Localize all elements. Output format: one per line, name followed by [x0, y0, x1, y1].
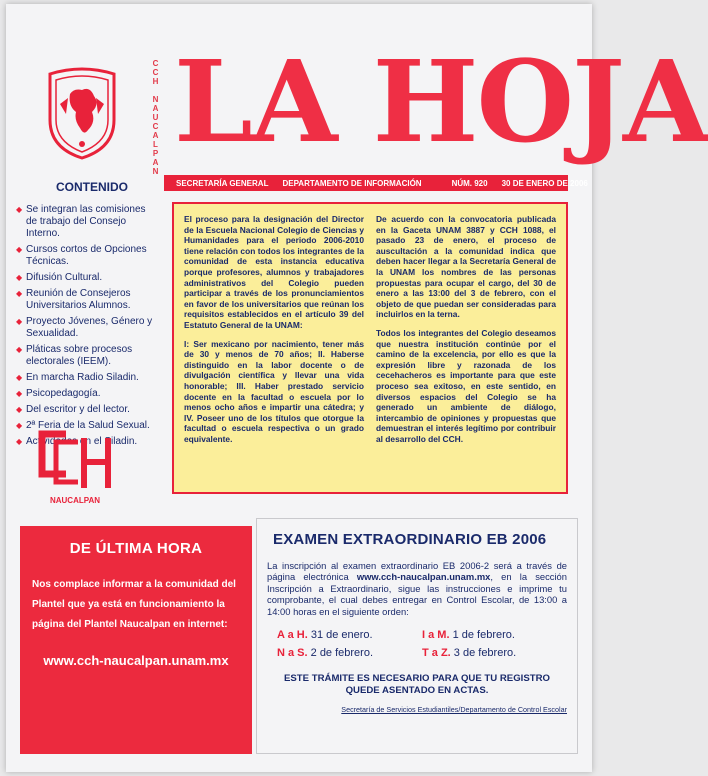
schedule-entry: [277, 647, 422, 659]
contents-item: ◆ Proyecto Jóvenes, Género y Sexualidad.: [16, 316, 154, 340]
contents-item: ◆ Pláticas sobre procesos electorales (IEEM).: [16, 344, 154, 368]
contents-item: ◆ 2ª Feria de la Salud Sexual.: [16, 420, 154, 432]
contents-item: ◆ Del escritor y del lector.: [16, 404, 154, 416]
schedule-letters: T a Z.: [422, 647, 451, 660]
cch-logo-icon: [36, 428, 114, 494]
info-bar: [164, 175, 588, 191]
contents-item: ◆ Se integran las comisiones de trabajo del Consejo Interno.: [16, 204, 154, 240]
schedule-date: 2 de febrero.: [310, 647, 374, 660]
exam-notice: ESTE TRÁMITE ES NECESARIO PARA QUE TU REGISTRO QUEDE ASENTADO EN ACTAS.: [284, 673, 550, 697]
schedule-entry: [422, 629, 567, 641]
schedule-date: 1 de febrero.: [452, 629, 515, 642]
exam-body: [267, 560, 567, 617]
main-article: [172, 202, 568, 494]
contents-list: [16, 204, 154, 448]
contents-item: ◆ Actividades en el Siladin.: [16, 436, 154, 448]
contents-item: ◆ En marcha Radio Siladin.: [16, 372, 154, 384]
info-dept-general: SECRETARÍA GENERAL: [176, 178, 269, 188]
article-paragraph: Todos los integrantes del Colegio deseamos que nuestra institución continúe por el camino de la excelencia, por ello es que la expresión libre y razonada de los cecehacheros es importante para que este proceso sea exitoso, en este sentido, en diversos espacios del Colegio se ha generado un ambiente de diálogo, intercambio de opiniones y propuestas que demuestran el interés legítimo por contribuir al desarrollo del CCH.: [376, 327, 556, 444]
schedule-letters: I a M.: [422, 629, 450, 642]
schedule-date: 31 de enero.: [310, 629, 373, 642]
vertical-brand: CCH NAUCALPAN: [151, 58, 160, 176]
cch-logo-caption: NAUCALPAN: [49, 496, 101, 505]
exam-notice-box: [256, 518, 578, 754]
contents-item: ◆ Psicopedagogía.: [16, 388, 154, 400]
article-paragraph: I: Ser mexicano por nacimiento, tener más de 30 y menos de 70 años; II. Haberse distinguido en la labor docente o de divulgación científica y llevar una vida honorable; III. Haber prestado servicio docente en la facultad o escuela por lo menos ocho años e impartir una cátedra; y IV. Poseer uno de los títulos que otorgue la facultad o escuela respectiva o un grado equivalente.: [184, 338, 364, 444]
exam-intro: La inscripción al examen extraordinario EB 2006-2 será a través de página electrónica: [267, 560, 567, 583]
breaking-news-title: DE ÚLTIMA HORA: [69, 540, 203, 557]
article-column-right: [376, 214, 556, 484]
article-column-left: [184, 214, 364, 484]
schedule-letters: N a S.: [277, 647, 308, 660]
issue-number: NÚM. 920: [451, 178, 488, 188]
schedule-letters: A a H.: [277, 629, 308, 642]
masthead-title: LA HOJA: [174, 37, 708, 168]
article-paragraph: El proceso para la designación del Director de la Escuela Nacional Colegio de Ciencias y Humanidades para el periodo 2006-2010 tiene relación con todos los integrantes de la comunidad de esta instancia educativa porque profesores, alumnos y trabajadores administrativos del Colegio pueden participar a través de los pronunciamientos en favor de los universitarios que reúnan los requisitos establecidos en el artículo 39 del Estatuto General de la UNAM:: [184, 214, 364, 330]
breaking-news-url[interactable]: www.cch-naucalpan.unam.mx: [43, 653, 229, 668]
info-dept-information: DEPARTAMENTO DE INFORMACIÓN: [282, 178, 422, 188]
schedule-entry: [277, 629, 422, 641]
contents-item: ◆ Cursos cortos de Opciones Técnicas.: [16, 244, 154, 268]
breaking-news-text: Nos complace informar a la comunidad del Plantel que ya está en funcionamiento la página del Plantel Naucalpan en internet:: [32, 579, 236, 630]
exam-instructions: , en la sección Inscripción a Extraordinario, sigue las instrucciones e imprime tu comprobante, el cual debes entregar en Control Escolar, de 13:00 a 14:00 horas en el siguiente orden:: [267, 571, 567, 617]
schedule-date: 3 de febrero.: [453, 647, 517, 660]
contents-item: ◆ Difusión Cultural.: [16, 272, 154, 284]
newsletter-page: [6, 4, 708, 772]
exam-url[interactable]: www.cch-naucalpan.unam.mx: [356, 571, 491, 583]
exam-schedule: [267, 629, 567, 659]
contents-section: [16, 180, 154, 452]
contents-title: CONTENIDO: [56, 180, 128, 194]
contents-item: ◆ Reunión de Consejeros Universitarios Alumnos.: [16, 288, 154, 312]
unam-crest-icon: [44, 64, 120, 160]
exam-title: EXAMEN EXTRAORDINARIO EB 2006: [273, 531, 547, 548]
article-paragraph: De acuerdo con la convocatoria publicada en la Gaceta UNAM 3887 y CCH 1088, el pasado 23 de enero, el proceso de auscultación a la comunidad indica que deben hacer llegar a la Secretaría General de la UNAM los nombres de las personas propuestas para ocupar el cargo, del 30 de enero a las 13:00 del 3 de febrero, con el objeto de que puedan ser consideradas para incluirlos en la terna.: [376, 214, 556, 320]
issue-date: 30 DE ENERO DE 2006: [501, 178, 588, 188]
breaking-news-box: [20, 526, 252, 754]
schedule-entry: [422, 647, 567, 659]
exam-footer: Secretaría de Servicios Estudiantiles/Departamento de Control Escolar: [341, 705, 567, 715]
